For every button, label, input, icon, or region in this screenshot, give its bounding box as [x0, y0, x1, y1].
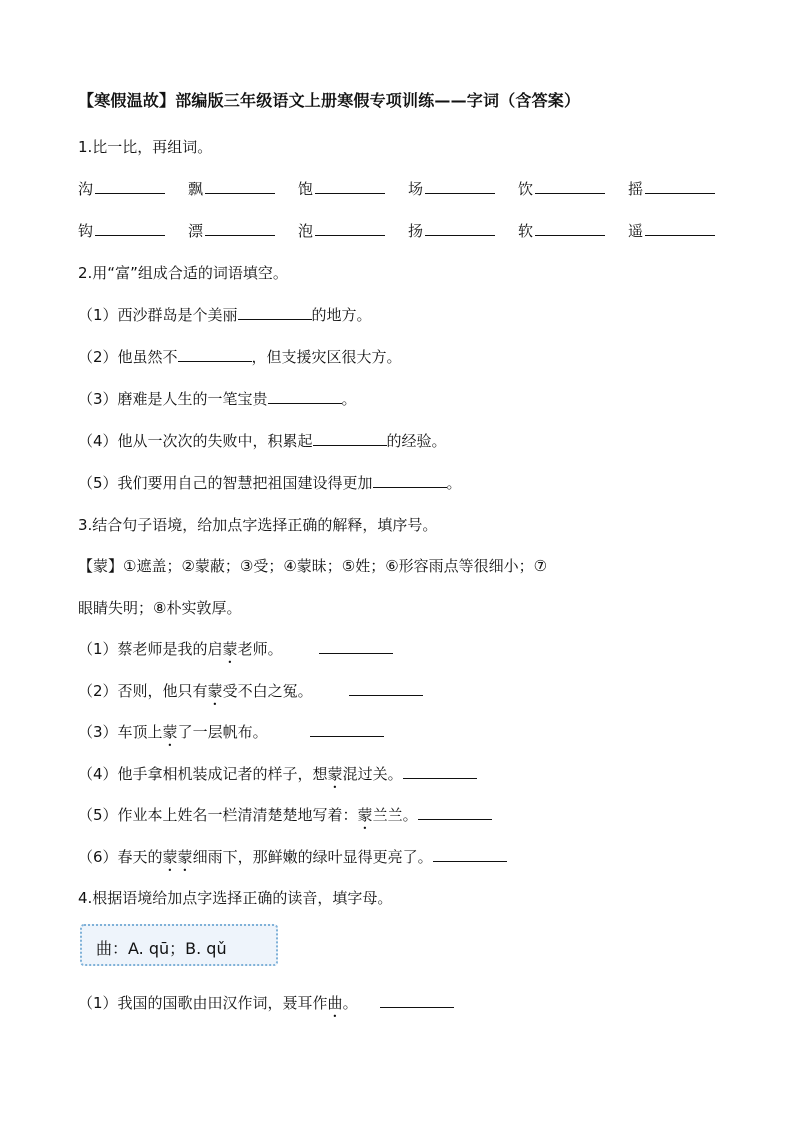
fill-blank[interactable]	[95, 178, 165, 194]
dotted-char: 蒙	[207, 682, 223, 700]
fill-blank[interactable]	[349, 680, 423, 696]
q2-text: 的经验。	[386, 432, 447, 450]
fill-blank[interactable]	[433, 846, 507, 862]
fill-blank[interactable]	[418, 804, 492, 820]
q1-char: 泡	[298, 222, 314, 240]
fill-blank[interactable]	[268, 388, 342, 404]
q1-char: 摇	[628, 180, 644, 198]
q1-cell	[188, 178, 275, 199]
fill-blank[interactable]	[315, 220, 385, 236]
fill-blank[interactable]	[373, 472, 447, 488]
q3-item-1	[78, 638, 393, 667]
q1-cell	[628, 220, 715, 241]
fill-blank[interactable]	[380, 992, 454, 1008]
q2-text: （3）磨难是人生的一笔宝贵	[78, 390, 268, 408]
q1-char: 场	[408, 180, 424, 198]
dotted-char: 蒙	[162, 723, 178, 741]
q3-text: 受不白之冤。	[222, 682, 313, 700]
q1-char: 钩	[78, 222, 94, 240]
q2-item-2	[78, 346, 402, 367]
q1-cell	[408, 178, 495, 199]
q3-item-2	[78, 680, 423, 709]
q1-cell	[78, 220, 165, 241]
q2-text: ，但支援灾区很大方。	[251, 348, 402, 366]
fill-blank[interactable]	[313, 430, 387, 446]
q3-text: （5）作业本上姓名一栏清清楚楚地写着：	[78, 806, 358, 824]
q2-heading: 2.用“富”组成合适的词语填空。	[78, 264, 288, 282]
fill-blank[interactable]	[238, 304, 312, 320]
q1-char: 饮	[518, 180, 534, 198]
q3-definitions-line-1: 【蒙】①遮盖；②蒙蔽；③受；④蒙昧；⑤姓；⑥形容雨点等很细小；⑦	[78, 557, 548, 575]
fill-blank[interactable]	[535, 220, 605, 236]
fill-blank[interactable]	[425, 220, 495, 236]
q4-text: 。	[342, 994, 358, 1012]
q1-cell	[78, 178, 165, 199]
q1-char: 遥	[628, 222, 644, 240]
q3-definitions-line-2: 眼睛失明；⑧朴实敦厚。	[78, 599, 242, 617]
q2-item-1	[78, 304, 372, 325]
q1-cell	[188, 220, 275, 241]
q1-cell	[298, 220, 385, 241]
q1-char: 软	[518, 222, 534, 240]
q2-text: （2）他虽然不	[78, 348, 178, 366]
fill-blank[interactable]	[95, 220, 165, 236]
q2-item-5	[78, 472, 462, 493]
fill-blank[interactable]	[205, 178, 275, 194]
q3-text: 细雨下，那鲜嫩的绿叶显得更亮了。	[192, 848, 433, 866]
q1-char: 沟	[78, 180, 94, 198]
q1-cell	[518, 220, 605, 241]
q2-item-4	[78, 430, 447, 451]
q1-heading: 1.比一比，再组词。	[78, 138, 213, 156]
fill-blank[interactable]	[205, 220, 275, 236]
q3-text: 兰兰。	[372, 806, 418, 824]
dotted-char: 蒙	[327, 765, 343, 783]
q3-text: （2）否则，他只有	[78, 682, 208, 700]
q2-text: 。	[446, 474, 462, 492]
q4-text: （1）我国的国歌由田汉作词，聂耳作	[78, 994, 328, 1012]
q2-text: （1）西沙群岛是个美丽	[78, 306, 238, 324]
fill-blank[interactable]	[310, 721, 384, 737]
q1-cell	[298, 178, 385, 199]
q1-char: 飘	[188, 180, 204, 198]
q3-heading: 3.结合句子语境，给加点字选择正确的解释，填序号。	[78, 516, 438, 534]
fill-blank[interactable]	[645, 220, 715, 236]
q2-item-3	[78, 388, 357, 409]
q3-item-4	[78, 763, 477, 792]
q1-char: 扬	[408, 222, 424, 240]
dotted-char: 曲	[327, 994, 343, 1012]
q4-heading: 4.根据语境给加点字选择正确的读音，填字母。	[78, 889, 393, 907]
q3-text: （4）他手拿相机装成记者的样子，想	[78, 765, 328, 783]
dotted-char: 蒙蒙	[162, 848, 193, 866]
q1-char: 漂	[188, 222, 204, 240]
q3-text: （3）车顶上	[78, 723, 163, 741]
q3-item-5	[78, 804, 492, 833]
q3-text: 混过关。	[342, 765, 403, 783]
fill-blank[interactable]	[319, 638, 393, 654]
fill-blank[interactable]	[178, 346, 252, 362]
q3-item-6	[78, 846, 507, 875]
q3-text: 了一层帆布。	[177, 723, 268, 741]
q4-item-1	[78, 992, 454, 1021]
q3-text: 老师。	[237, 640, 283, 658]
q1-char: 饱	[298, 180, 314, 198]
pinyin-options: 曲：A. qū；B. qǔ	[96, 939, 227, 958]
q1-cell	[628, 178, 715, 199]
fill-blank[interactable]	[535, 178, 605, 194]
pinyin-options-box	[80, 924, 278, 966]
q1-cell	[518, 178, 605, 199]
page-title: 【寒假温故】部编版三年级语文上册寒假专项训练——字词（含答案）	[78, 91, 581, 110]
q2-text: （4）他从一次次的失败中，积累起	[78, 432, 313, 450]
fill-blank[interactable]	[315, 178, 385, 194]
dotted-char: 蒙	[222, 640, 238, 658]
fill-blank[interactable]	[645, 178, 715, 194]
q3-item-3	[78, 721, 384, 750]
q3-text: （6）春天的	[78, 848, 163, 866]
dotted-char: 蒙	[357, 806, 373, 824]
q2-text: （5）我们要用自己的智慧把祖国建设得更加	[78, 474, 373, 492]
q1-cell	[408, 220, 495, 241]
q2-text: 。	[341, 390, 357, 408]
q2-text: 的地方。	[311, 306, 372, 324]
fill-blank[interactable]	[425, 178, 495, 194]
fill-blank[interactable]	[403, 763, 477, 779]
q3-text: （1）蔡老师是我的启	[78, 640, 223, 658]
